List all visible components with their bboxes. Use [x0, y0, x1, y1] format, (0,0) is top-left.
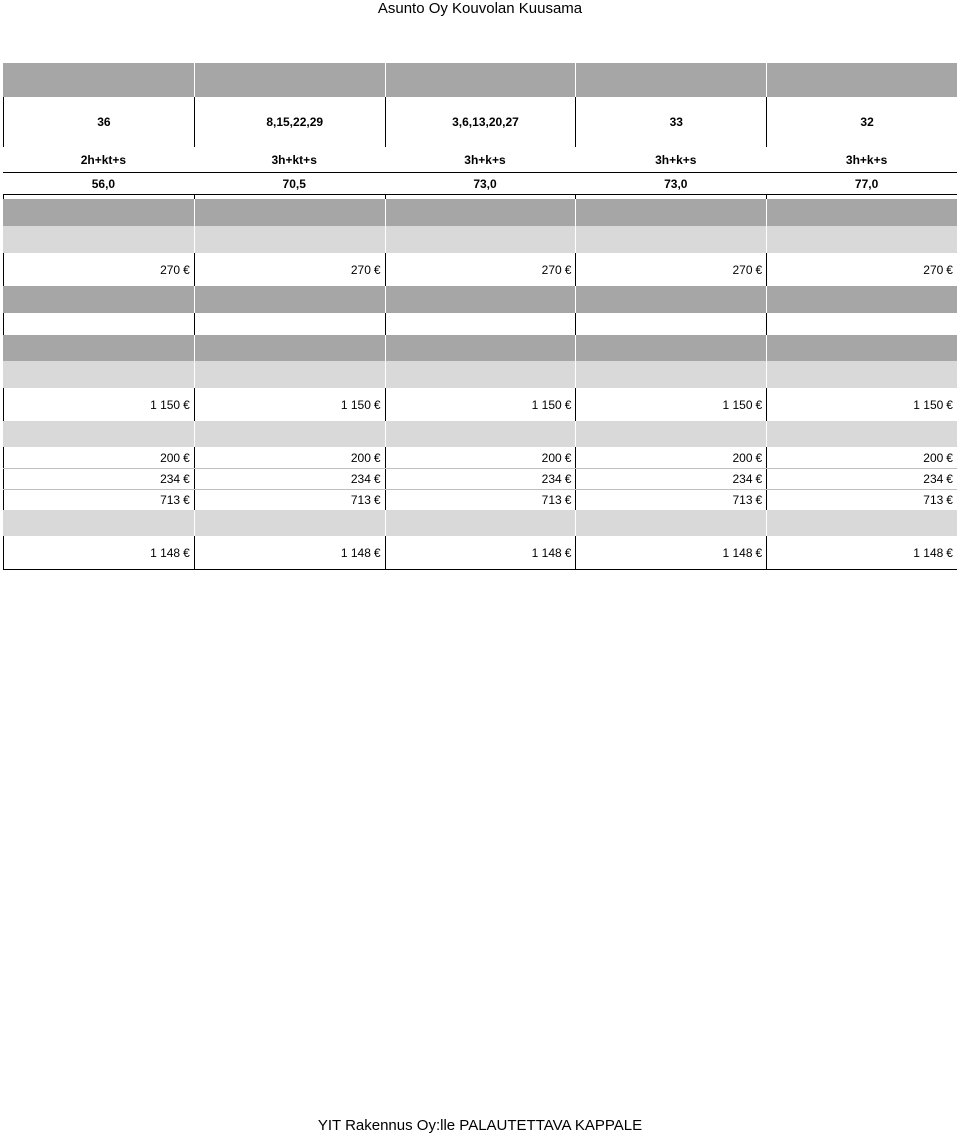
value-v1-3: 200 — [541, 450, 562, 465]
empty-row — [3, 313, 957, 335]
euro-sign: € — [564, 493, 572, 507]
value-fee-a-1: 270 — [160, 262, 181, 277]
cell-v3-3 — [385, 490, 576, 510]
euro-sign: € — [564, 450, 572, 465]
cell-v3-4 — [575, 490, 766, 510]
value-total-3: 1 148 — [531, 545, 562, 560]
cell-apartments-3: 3,6,13,20,27 — [385, 97, 576, 147]
cell-total-3 — [385, 536, 576, 569]
cell-fee-b-4 — [575, 388, 766, 421]
value-total-4: 1 148 — [722, 545, 753, 560]
euro-sign: € — [946, 397, 953, 412]
cell-total-2 — [194, 536, 385, 569]
cell-fee-a-5 — [766, 253, 957, 286]
light-band-4 — [3, 510, 957, 536]
euro-sign: € — [755, 450, 763, 465]
row-areas — [3, 172, 957, 194]
euro-sign: € — [946, 545, 953, 560]
cell-type-1: 2h+kt+s — [80, 152, 127, 167]
euro-sign: € — [373, 493, 381, 507]
cell-area-2: 70,5 — [282, 176, 306, 191]
cell-apartments-2: 8,15,22,29 — [194, 97, 385, 147]
cell-v1-1 — [3, 447, 194, 468]
cell-type-4: 3h+k+s — [655, 152, 697, 167]
row-total — [3, 536, 957, 570]
euro-sign: € — [755, 262, 763, 277]
cell-fee-b-1 — [3, 388, 194, 421]
value-v2-4: 234 — [732, 472, 753, 486]
value-fee-a-4: 270 — [732, 262, 753, 277]
cell-v2-4 — [575, 469, 766, 489]
cell-fee-a-4 — [575, 253, 766, 286]
cell-v1-2 — [194, 447, 385, 468]
euro-sign: € — [946, 450, 953, 465]
value-v3-5: 713 — [923, 493, 944, 507]
euro-sign: € — [946, 493, 953, 507]
euro-sign: € — [183, 493, 190, 507]
row-apartments — [3, 97, 957, 147]
row-v3 — [3, 489, 957, 510]
row-v1 — [3, 447, 957, 468]
cell-area-4: 73,0 — [664, 176, 688, 191]
euro-sign: € — [946, 262, 953, 277]
page-title: Asunto Oy Kouvolan Kuusama — [377, 0, 583, 17]
light-band-3 — [3, 421, 957, 447]
value-fee-b-4: 1 150 — [722, 397, 753, 412]
euro-sign: € — [183, 397, 190, 412]
value-v3-2: 713 — [350, 493, 371, 507]
row-fee-b — [3, 388, 957, 421]
value-v3-4: 713 — [732, 493, 753, 507]
value-v2-2: 234 — [350, 472, 371, 486]
value-v1-2: 200 — [350, 450, 371, 465]
value-v2-1: 234 — [160, 472, 181, 486]
euro-sign: € — [373, 262, 381, 277]
cell-v1-5 — [766, 447, 957, 468]
row-fee-a — [3, 253, 957, 286]
euro-sign: € — [755, 397, 763, 412]
value-v1-4: 200 — [732, 450, 753, 465]
light-band-1 — [3, 226, 957, 253]
euro-sign: € — [564, 397, 572, 412]
value-fee-a-5: 270 — [923, 262, 944, 277]
euro-sign: € — [755, 493, 763, 507]
dark-band-2 — [3, 286, 957, 313]
value-v1-5: 200 — [923, 450, 944, 465]
cell-v2-1 — [3, 469, 194, 489]
value-v3-3: 713 — [541, 493, 562, 507]
value-total-1: 1 148 — [150, 545, 181, 560]
value-v3-1: 713 — [160, 493, 181, 507]
cell-v2-2 — [194, 469, 385, 489]
value-fee-b-1: 1 150 — [150, 397, 181, 412]
euro-sign: € — [564, 262, 572, 277]
price-table — [3, 63, 957, 570]
cell-fee-b-5 — [766, 388, 957, 421]
euro-sign: € — [183, 450, 190, 465]
cell-v1-4 — [575, 447, 766, 468]
cell-area-5: 77,0 — [854, 176, 879, 191]
value-fee-b-5: 1 150 — [913, 397, 944, 412]
value-total-5: 1 148 — [913, 545, 944, 560]
cell-v3-1 — [3, 490, 194, 510]
euro-sign: € — [564, 545, 572, 560]
cell-apartments-1: 36 — [3, 97, 194, 147]
cell-area-3: 73,0 — [473, 176, 497, 191]
euro-sign: € — [373, 545, 381, 560]
euro-sign: € — [373, 472, 381, 486]
euro-sign: € — [183, 545, 190, 560]
value-fee-a-2: 270 — [350, 262, 371, 277]
euro-sign: € — [564, 472, 572, 486]
cell-apartments-4: 33 — [575, 97, 766, 147]
cell-v2-5 — [766, 469, 957, 489]
row-types — [3, 147, 957, 172]
cell-fee-a-1 — [3, 253, 194, 286]
cell-total-4 — [575, 536, 766, 569]
euro-sign: € — [755, 472, 763, 486]
cell-type-3: 3h+k+s — [464, 152, 506, 167]
value-v2-3: 234 — [541, 472, 562, 486]
euro-sign: € — [755, 545, 763, 560]
dark-band-3 — [3, 335, 957, 361]
cell-total-5 — [766, 536, 957, 569]
header-band — [3, 63, 957, 97]
cell-area-1: 56,0 — [91, 176, 116, 191]
cell-v3-2 — [194, 490, 385, 510]
value-fee-b-2: 1 150 — [340, 397, 371, 412]
value-total-2: 1 148 — [340, 545, 371, 560]
cell-fee-a-2 — [194, 253, 385, 286]
light-band-2 — [3, 361, 957, 388]
cell-apartments-5: 32 — [766, 97, 957, 147]
cell-total-1 — [3, 536, 194, 569]
dark-band-1 — [3, 199, 957, 226]
euro-sign: € — [946, 472, 953, 486]
value-v1-1: 200 — [160, 450, 181, 465]
cell-type-2: 3h+kt+s — [271, 152, 317, 167]
cell-type-5: 3h+k+s — [845, 152, 888, 167]
value-v2-5: 234 — [923, 472, 944, 486]
cell-v2-3 — [385, 469, 576, 489]
euro-sign: € — [373, 450, 381, 465]
cell-fee-a-3 — [385, 253, 576, 286]
cell-v3-5 — [766, 490, 957, 510]
value-fee-a-3: 270 — [541, 262, 562, 277]
footer-note: YIT Rakennus Oy:lle PALAUTETTAVA KAPPALE — [317, 1117, 643, 1134]
cell-fee-b-3 — [385, 388, 576, 421]
cell-fee-b-2 — [194, 388, 385, 421]
euro-sign: € — [183, 472, 190, 486]
row-v2 — [3, 468, 957, 489]
cell-v1-3 — [385, 447, 576, 468]
euro-sign: € — [373, 397, 381, 412]
value-fee-b-3: 1 150 — [531, 397, 562, 412]
euro-sign: € — [183, 262, 190, 277]
